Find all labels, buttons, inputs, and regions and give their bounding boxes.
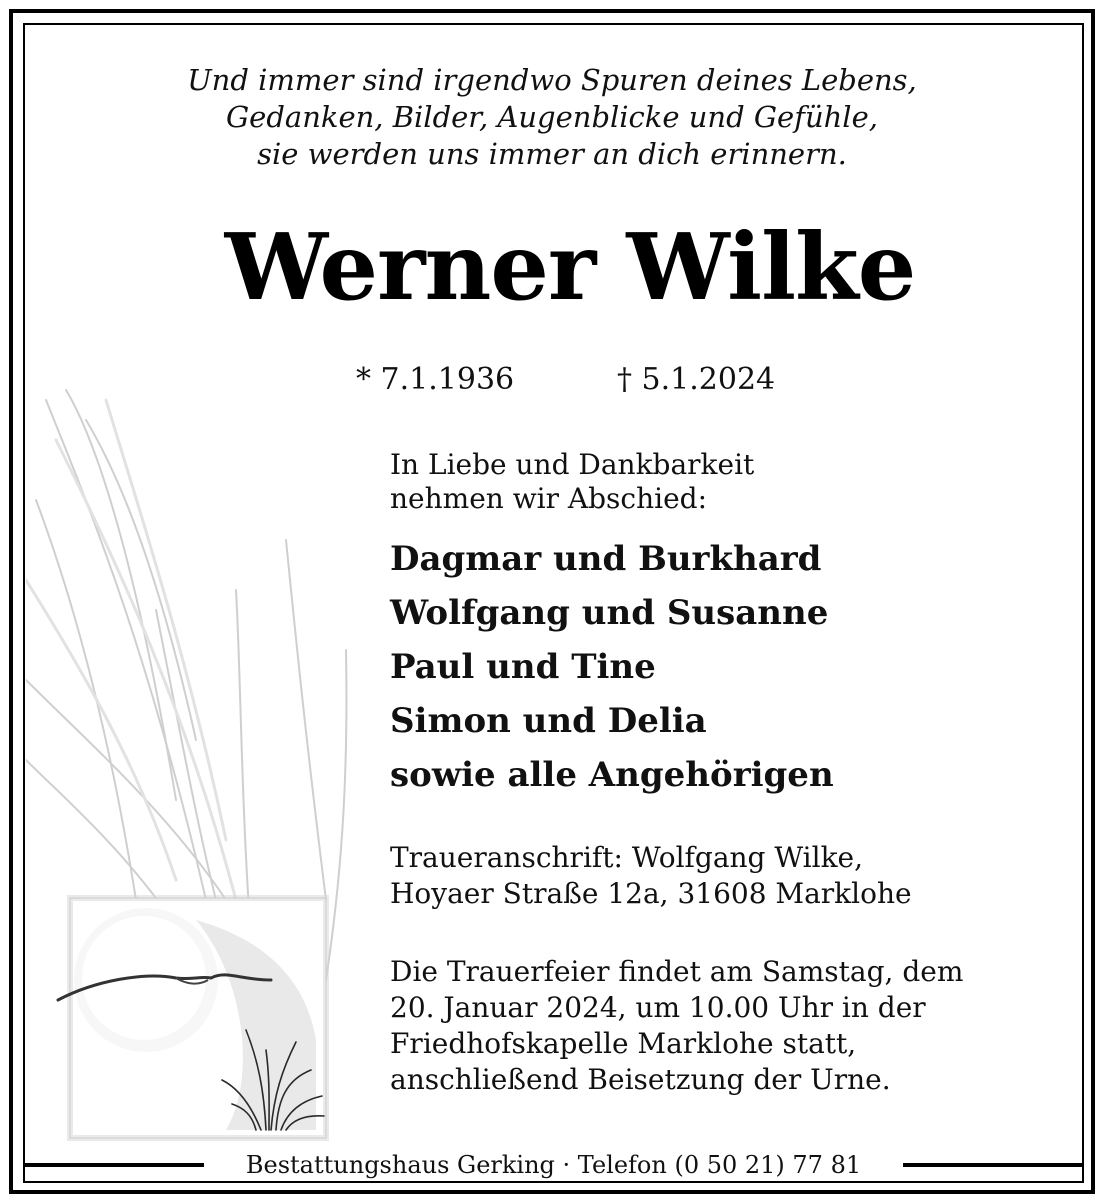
death-date: † 5.1.2024 [617,362,776,397]
mourner-entry: Paul und Tine [390,647,656,687]
mourner-entry: sowie alle Angehörigen [390,755,834,795]
service-line: Die Trauerfeier findet am Samstag, dem [390,955,964,988]
quote-line: sie werden uns immer an dich erinnern. [257,137,847,171]
address-line: Traueranschrift: Wolfgang Wilke, [390,841,864,874]
mourner-entry: Dagmar und Burkhard [390,539,822,579]
farewell-intro [390,448,1070,516]
address-line: Hoyaer Straße 12a, 31608 Marklohe [390,877,912,910]
footer-rule-left [23,1163,204,1167]
deceased-name: Werner Wilke [224,213,916,321]
quote-line: Gedanken, Bilder, Augenblicke und Gefühle, [226,100,878,134]
quote-line: Und immer sind irgendwo Spuren deines Lebens, [187,63,917,97]
service-line: anschließend Beisetzung der Urne. [390,1063,891,1096]
mourners-list [390,532,1070,802]
mourner-entry: Wolfgang und Susanne [390,593,829,633]
service-line: 20. Januar 2024, um 10.00 Uhr in der [390,991,926,1024]
funeral-service-info [390,954,1070,1098]
intro-line: In Liebe und Dankbarkeit [390,448,755,481]
service-line: Friedhofskapelle Marklohe statt, [390,1027,857,1060]
mourning-address [390,840,1070,912]
footer-rule-right [903,1163,1082,1167]
mourner-entry: Simon und Delia [390,701,707,741]
intro-line: nehmen wir Abschied: [390,482,708,515]
grass-sun-bird-illustration [26,380,366,1160]
funeral-home-footer: Bestattungshaus Gerking · Telefon (0 50 21) 77 81 [204,1150,903,1180]
memorial-quote [0,62,1104,173]
birth-date: * 7.1.1936 [356,362,515,397]
